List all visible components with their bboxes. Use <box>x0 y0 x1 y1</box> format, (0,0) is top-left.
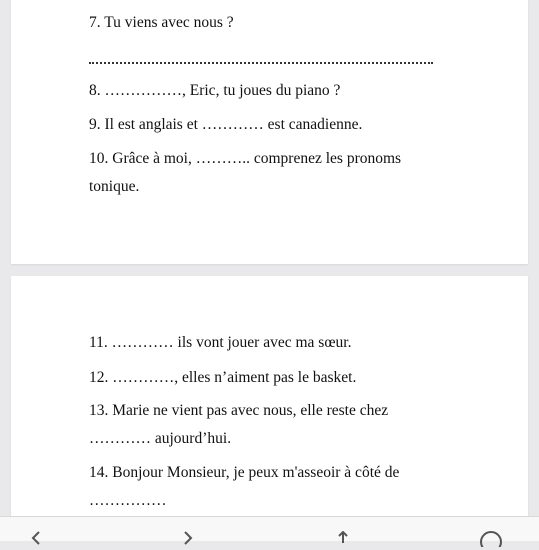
answer-blank-line <box>89 52 433 64</box>
exercise-line: 8. ……………, Eric, tu joues du piano ? <box>89 82 341 99</box>
exercise-line: 9. Il est anglais et ………… est canadienne. <box>89 116 363 133</box>
exercise-line: 13. Marie ne vient pas avec nous, elle reste chez <box>89 402 389 419</box>
exercise-line: …………… <box>89 492 167 509</box>
browser-toolbar <box>0 516 539 541</box>
document-page-2 <box>11 276 528 516</box>
exercise-line: 14. Bonjour Monsieur, je peux m'asseoir à côté de <box>89 464 400 481</box>
exercise-line: 11. ………… ils vont jouer avec ma sœur. <box>89 334 352 351</box>
exercise-line: 7. Tu viens avec nous ? <box>89 14 234 31</box>
exercise-line: ………… aujourd’hui. <box>89 430 232 447</box>
exercise-line: tonique. <box>89 178 140 195</box>
share-icon[interactable] <box>335 531 351 550</box>
exercise-line: 10. Grâce à moi, ……….. comprenez les pronoms <box>89 150 402 167</box>
tabs-icon[interactable] <box>480 531 502 550</box>
exercise-line: 12. …………, elles n’aiment pas le basket. <box>89 369 357 386</box>
document-page-1 <box>11 0 528 264</box>
